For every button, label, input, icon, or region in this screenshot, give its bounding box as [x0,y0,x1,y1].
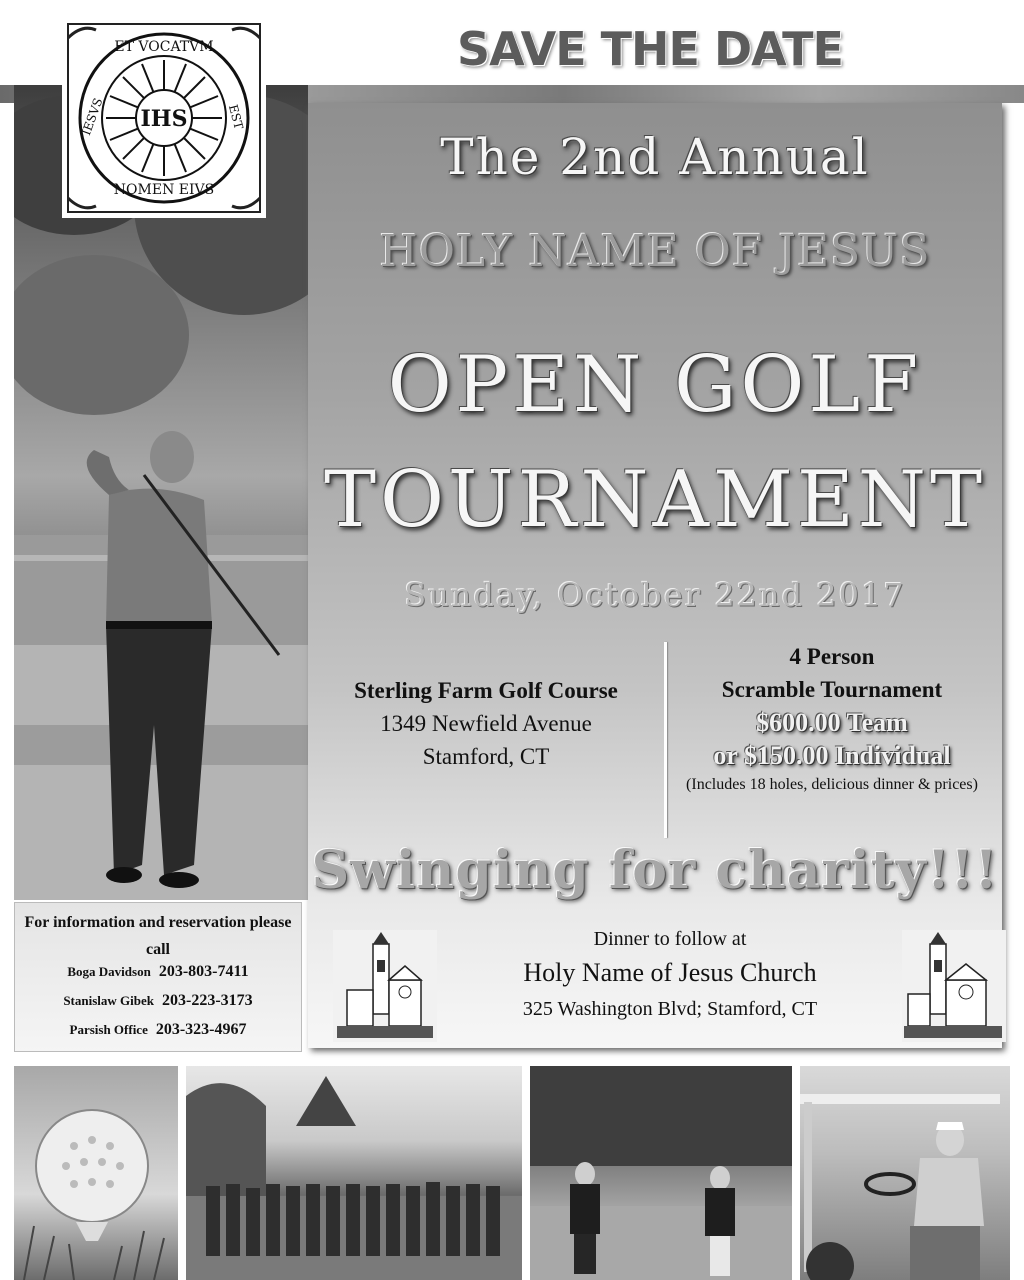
contact-name: Stanislaw Gibek [63,993,154,1008]
contact-phone[interactable]: 203-223-3173 [162,992,253,1009]
individual-price: or $150.00 Individual [713,741,951,770]
team-price: $600.00 Team [756,708,908,737]
includes-note: (Includes 18 holes, delicious dinner & prices) [686,776,978,793]
venue-street: 1349 Newfield Avenue [380,711,592,736]
seal-monogram: IHS [140,106,188,132]
contact-phone[interactable]: 203-803-7411 [158,963,249,980]
save-the-date-heading: SAVE THE DATE [457,22,843,76]
seal-motto-top: ET VOCATVM [114,39,214,55]
dinner-intro: Dinner to follow at [593,928,747,950]
venue-city: Stamford, CT [422,744,550,769]
dinner-place: Holy Name of Jesus Church [523,958,817,987]
jesuit-seal-logo [62,18,266,218]
dinner-address: 325 Washington Blvd; Stamford, CT [522,998,818,1020]
players-photo [530,1066,792,1280]
contact-row [15,963,301,992]
contact-info-box [14,902,302,1052]
venue-name: Sterling Farm Golf Course [354,678,618,703]
vertical-divider [664,642,667,838]
contact-heading: For information and reservation please call [24,914,292,958]
church-illustration-right [902,930,1006,1042]
contact-name: Parsish Office [69,1022,148,1037]
seal-motto-bottom: NOMEN EIVS [113,182,215,198]
contact-name: Boga Davidson [67,964,151,979]
pricing-info [672,640,992,796]
dinner-info [440,925,900,1025]
event-title-line2: HOLY NAME OF JESUS [379,226,931,277]
event-title-line1: The 2nd Annual [440,128,870,186]
event-title-line3: OPEN GOLF [387,340,923,430]
format-line1: 4 Person [789,644,875,669]
contact-row [15,992,301,1021]
group-photo [186,1066,522,1280]
format-line2: Scramble Tournament [721,677,943,702]
seal-motto-left: IESVS [79,96,106,138]
contact-phone[interactable]: 203-323-4967 [155,1021,247,1038]
event-title-line4: TOURNAMENT [323,455,987,545]
church-illustration-left [333,930,437,1042]
charity-tagline: Swinging for charity!!! [311,840,999,901]
event-date: Sunday, October 22nd 2017 [404,576,906,614]
contact-row [15,1021,301,1050]
venue-info [318,674,654,773]
golf-cart-photo [800,1066,1010,1280]
seal-motto-right: EST [225,103,246,131]
golf-ball-photo [14,1066,178,1280]
